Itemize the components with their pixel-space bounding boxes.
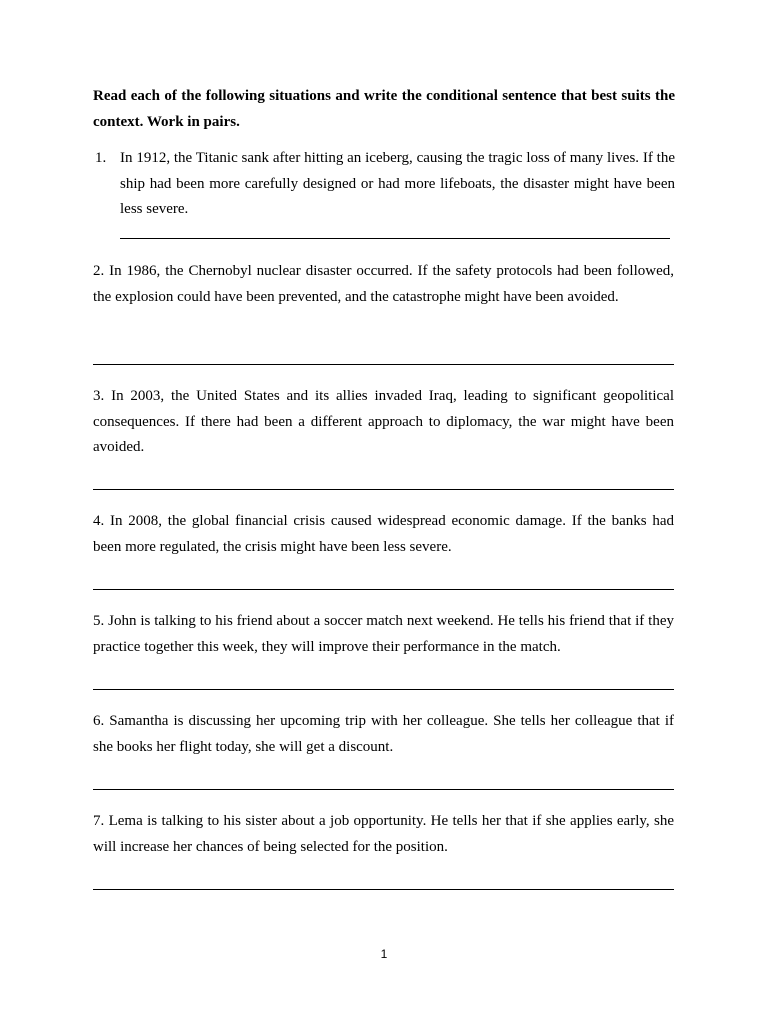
instruction-text: Read each of the following situations and write the conditional sentence that best suits the context. Work in pairs. <box>93 88 675 130</box>
question-1 <box>93 146 675 223</box>
question-5-text: 5. John is talking to his friend about a soccer match next weekend. He tells his friend that if they practice together this week, they will improve their performance in the match. <box>93 613 674 655</box>
answer-line-2[interactable] <box>93 364 674 365</box>
question-6-text: 6. Samantha is discussing her upcoming trip with her colleague. She tells her colleague that if she books her flight today, she will get a discount. <box>93 713 674 755</box>
question-1-number: 1. <box>95 150 107 166</box>
question-1-text: In 1912, the Titanic sank after hitting an iceberg, causing the tragic loss of many lives. If the ship had been more carefully designed or had more lifeboats, the disaster might have been less severe. <box>120 150 675 217</box>
answer-line-1[interactable] <box>120 238 670 239</box>
answer-line-4[interactable] <box>93 589 674 590</box>
answer-line-7[interactable] <box>93 889 674 890</box>
page-number: 1 <box>380 947 388 961</box>
question-4-text: 4. In 2008, the global financial crisis caused widespread economic damage. If the banks had been more regulated, the crisis might have been less severe. <box>93 513 674 555</box>
question-2-text: 2. In 1986, the Chernobyl nuclear disaster occurred. If the safety protocols had been followed, the explosion could have been prevented, and the catastrophe might have been avoided. <box>93 263 674 305</box>
answer-line-6[interactable] <box>93 789 674 790</box>
answer-line-5[interactable] <box>93 689 674 690</box>
question-3-text: 3. In 2003, the United States and its allies invaded Iraq, leading to significant geopolitical consequences. If there had been a different approach to diplomacy, the war might have been avoided. <box>93 388 674 455</box>
answer-line-3[interactable] <box>93 489 674 490</box>
question-7-text: 7. Lema is talking to his sister about a job opportunity. He tells her that if she applies early, she will increase her chances of being selected for the position. <box>93 813 674 855</box>
